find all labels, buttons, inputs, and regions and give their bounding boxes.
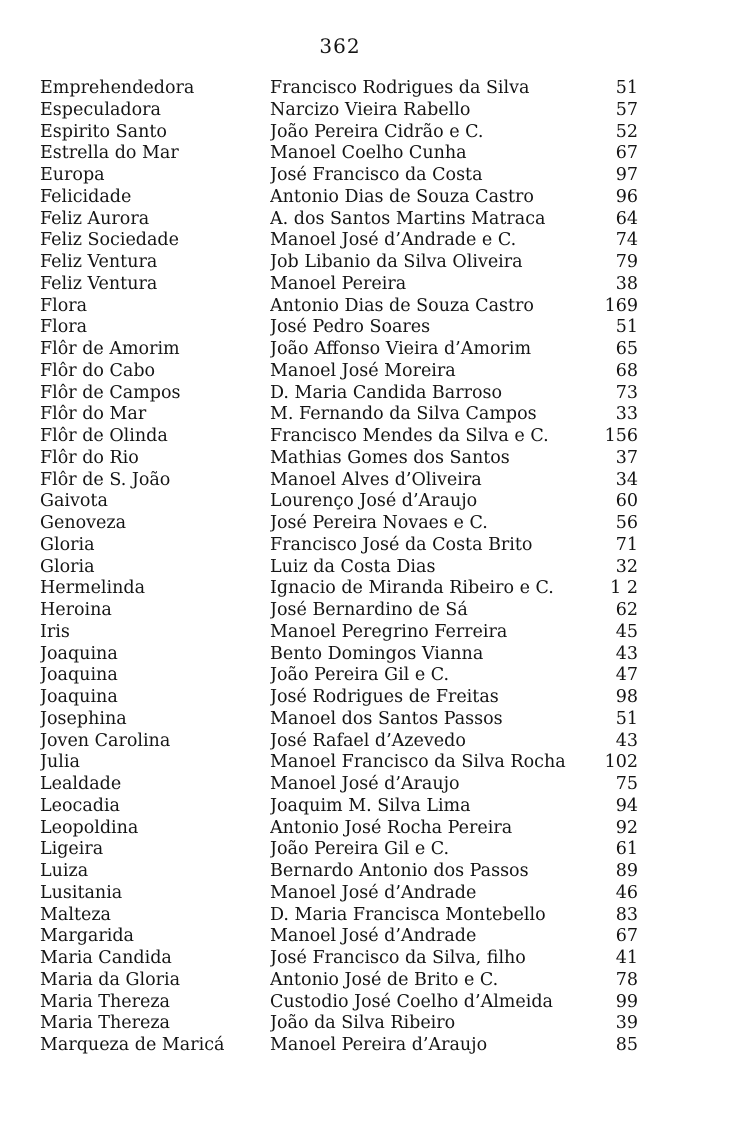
owner-name: Luiz da Costa Dias xyxy=(270,556,436,577)
table-row xyxy=(0,78,736,100)
table-row xyxy=(0,535,736,557)
table-row xyxy=(0,274,736,296)
ship-name: Maria da Gloria xyxy=(40,969,181,990)
owner-name: João Pereira Gil e C. xyxy=(270,839,450,860)
owner-name: João da Silva Ribeiro xyxy=(270,1013,456,1034)
table-row xyxy=(0,404,736,426)
table-row xyxy=(0,839,736,861)
owner-name: José Rodrigues de Freitas xyxy=(270,687,499,707)
table-row xyxy=(0,361,736,383)
ship-name: Maria Thereza xyxy=(40,1013,170,1034)
owner-name: João Affonso Vieira d’Amorim xyxy=(270,339,532,359)
table-row xyxy=(0,709,736,731)
tonnage: 65 xyxy=(615,339,638,359)
tonnage: 78 xyxy=(615,969,638,990)
tonnage: 37 xyxy=(615,447,638,468)
ship-name: Joaquina xyxy=(40,687,118,707)
owner-name: Custodio José Coelho d’Almeida xyxy=(270,991,553,1012)
table-row xyxy=(0,905,736,927)
ship-name: Flôr do Rio xyxy=(40,447,139,468)
ship-name: Luiza xyxy=(40,861,89,881)
owner-name: Lourenço José d’Araujo xyxy=(270,491,478,512)
owner-name: Narcizo Vieira Rabello xyxy=(270,99,471,120)
tonnage: 156 xyxy=(604,426,638,446)
table-row xyxy=(0,491,736,513)
tonnage: 51 xyxy=(615,317,638,338)
table-row xyxy=(0,230,736,252)
tonnage: 46 xyxy=(615,882,638,903)
table-row xyxy=(0,383,736,405)
table-row xyxy=(0,1013,736,1035)
ship-name: Flôr de S. João xyxy=(40,469,171,490)
ship-name: Julia xyxy=(40,752,80,773)
owner-name: M. Fernando da Silva Campos xyxy=(270,404,537,425)
tonnage: 45 xyxy=(615,621,638,642)
ship-name: Ligeira xyxy=(40,839,104,860)
tonnage: 51 xyxy=(615,78,638,98)
ship-name: Leopoldina xyxy=(40,817,139,838)
tonnage: 51 xyxy=(615,708,638,729)
table-row xyxy=(0,448,736,470)
table-row xyxy=(0,861,736,883)
tonnage: 33 xyxy=(615,404,638,425)
table-row xyxy=(0,100,736,122)
tonnage: 1 2 xyxy=(610,578,638,599)
tonnage: 34 xyxy=(615,469,638,490)
ship-name: Flôr do Cabo xyxy=(40,360,156,381)
ship-name: Lealdade xyxy=(40,774,122,794)
tonnage: 92 xyxy=(615,817,638,838)
tonnage: 38 xyxy=(615,273,638,294)
owner-name: Antonio José Rocha Pereira xyxy=(270,817,513,838)
table-row xyxy=(0,774,736,796)
ship-name: Joaquina xyxy=(40,665,118,686)
ship-name: Flora xyxy=(40,317,88,338)
ship-name: Gloria xyxy=(40,534,95,555)
ship-name: Flôr de Olinda xyxy=(40,426,168,446)
tonnage: 74 xyxy=(615,230,638,251)
tonnage: 57 xyxy=(615,99,638,120)
owner-name: José Rafael d’Azevedo xyxy=(270,730,466,751)
table-row xyxy=(0,122,736,144)
owner-name: Manoel José d’Andrade xyxy=(270,882,477,903)
tonnage: 32 xyxy=(615,556,638,577)
ship-name: Genoveza xyxy=(40,513,127,533)
owner-name: José Pedro Soares xyxy=(270,317,431,338)
owner-name: Bento Domingos Vianna xyxy=(270,643,484,664)
ship-name: Iris xyxy=(40,621,70,642)
owner-name: Manoel Alves d’Oliveira xyxy=(270,469,482,490)
tonnage: 102 xyxy=(604,752,638,773)
table-row xyxy=(0,687,736,709)
table-row xyxy=(0,165,736,187)
ship-name: Maria Thereza xyxy=(40,991,170,1012)
table-row xyxy=(0,513,736,535)
ship-name: Emprehendedora xyxy=(40,78,195,98)
ship-name: Hermelinda xyxy=(40,578,146,599)
table-row xyxy=(0,187,736,209)
table-row xyxy=(0,1035,736,1057)
register-table xyxy=(0,78,736,1057)
owner-name: Manoel José d’Andrade e C. xyxy=(270,230,517,251)
table-row xyxy=(0,970,736,992)
owner-name: Francisco Mendes da Silva e C. xyxy=(270,426,549,446)
owner-name: Antonio José de Brito e C. xyxy=(270,969,499,990)
ship-name: Estrella do Mar xyxy=(40,143,179,164)
ship-name: Joaquina xyxy=(40,643,118,664)
tonnage: 47 xyxy=(615,665,638,686)
ship-name: Especuladora xyxy=(40,99,161,120)
owner-name: Bernardo Antonio dos Passos xyxy=(270,861,529,881)
owner-name: Joaquim M. Silva Lima xyxy=(270,795,471,816)
tonnage: 68 xyxy=(615,360,638,381)
page-number: 362 xyxy=(319,34,361,58)
owner-name: Manoel dos Santos Passos xyxy=(270,708,503,729)
tonnage: 60 xyxy=(615,491,638,512)
owner-name: José Francisco da Costa xyxy=(270,165,483,185)
owner-name: Francisco Rodrigues da Silva xyxy=(270,78,530,98)
owner-name: Manoel José d’Andrade xyxy=(270,926,477,947)
owner-name: José Francisco da Silva, filho xyxy=(270,948,526,968)
owner-name: João Pereira Gil e C. xyxy=(270,665,450,686)
tonnage: 43 xyxy=(615,643,638,664)
table-row xyxy=(0,752,736,774)
tonnage: 61 xyxy=(615,839,638,860)
ship-name: Maria Candida xyxy=(40,948,172,968)
table-row xyxy=(0,883,736,905)
ship-name: Josephina xyxy=(40,708,127,729)
owner-name: José Pereira Novaes e C. xyxy=(270,513,488,533)
owner-name: Manoel Pereira xyxy=(270,273,407,294)
tonnage: 169 xyxy=(604,295,638,316)
owner-name: Mathias Gomes dos Santos xyxy=(270,447,510,468)
owner-name: Manoel José d’Araujo xyxy=(270,774,460,794)
owner-name: João Pereira Cidrão e C. xyxy=(270,121,484,142)
table-row xyxy=(0,622,736,644)
table-row xyxy=(0,992,736,1014)
ship-name: Marqueza de Maricá xyxy=(40,1035,225,1055)
table-row xyxy=(0,339,736,361)
table-row xyxy=(0,731,736,753)
owner-name: Antonio Dias de Souza Castro xyxy=(270,295,534,316)
tonnage: 97 xyxy=(615,165,638,185)
table-row xyxy=(0,317,736,339)
table-row xyxy=(0,252,736,274)
ship-name: Felicidade xyxy=(40,186,132,207)
table-row xyxy=(0,426,736,448)
owner-name: A. dos Santos Martins Matraca xyxy=(270,208,546,229)
ship-name: Feliz Sociedade xyxy=(40,230,179,251)
tonnage: 43 xyxy=(615,730,638,751)
ship-name: Heroina xyxy=(40,600,112,620)
ship-name: Leocadia xyxy=(40,795,120,816)
tonnage: 39 xyxy=(615,1013,638,1034)
table-row xyxy=(0,470,736,492)
ship-name: Espirito Santo xyxy=(40,121,167,142)
owner-name: Francisco José da Costa Brito xyxy=(270,534,533,555)
tonnage: 67 xyxy=(615,143,638,164)
owner-name: Job Libanio da Silva Oliveira xyxy=(270,252,523,272)
tonnage: 75 xyxy=(615,774,638,794)
tonnage: 94 xyxy=(615,795,638,816)
ship-name: Malteza xyxy=(40,904,111,925)
owner-name: Manoel José Moreira xyxy=(270,360,456,381)
ship-name: Flôr de Campos xyxy=(40,382,181,403)
tonnage: 89 xyxy=(615,861,638,881)
table-row xyxy=(0,818,736,840)
owner-name: Manoel Pereira d’Araujo xyxy=(270,1035,488,1055)
table-row xyxy=(0,143,736,165)
owner-name: D. Maria Candida Barroso xyxy=(270,382,503,403)
table-row xyxy=(0,926,736,948)
tonnage: 96 xyxy=(615,186,638,207)
tonnage: 41 xyxy=(615,948,638,968)
table-row xyxy=(0,557,736,579)
ship-name: Feliz Aurora xyxy=(40,208,150,229)
table-row xyxy=(0,296,736,318)
ship-name: Flora xyxy=(40,295,88,316)
owner-name: D. Maria Francisca Montebello xyxy=(270,904,546,925)
ship-name: Lusitania xyxy=(40,882,123,903)
tonnage: 56 xyxy=(615,513,638,533)
owner-name: Manoel Francisco da Silva Rocha xyxy=(270,752,566,773)
tonnage: 52 xyxy=(615,121,638,142)
owner-name: Ignacio de Miranda Ribeiro e C. xyxy=(270,578,554,599)
tonnage: 67 xyxy=(615,926,638,947)
owner-name: Manoel Coelho Cunha xyxy=(270,143,467,164)
ship-name: Flôr do Mar xyxy=(40,404,147,425)
table-row xyxy=(0,209,736,231)
table-row xyxy=(0,644,736,666)
table-row xyxy=(0,578,736,600)
ship-name: Feliz Ventura xyxy=(40,252,158,272)
tonnage: 98 xyxy=(615,687,638,707)
tonnage: 64 xyxy=(615,208,638,229)
tonnage: 73 xyxy=(615,382,638,403)
tonnage: 85 xyxy=(615,1035,638,1055)
table-row xyxy=(0,796,736,818)
owner-name: Manoel Peregrino Ferreira xyxy=(270,621,508,642)
tonnage: 83 xyxy=(615,904,638,925)
table-row xyxy=(0,600,736,622)
ship-name: Feliz Ventura xyxy=(40,273,158,294)
tonnage: 71 xyxy=(615,534,638,555)
owner-name: Antonio Dias de Souza Castro xyxy=(270,186,534,207)
tonnage: 62 xyxy=(615,600,638,620)
tonnage: 79 xyxy=(615,252,638,272)
ship-name: Flôr de Amorim xyxy=(40,339,180,359)
table-row xyxy=(0,665,736,687)
ship-name: Gloria xyxy=(40,556,95,577)
ship-name: Europa xyxy=(40,165,105,185)
ship-name: Gaivota xyxy=(40,491,108,512)
tonnage: 99 xyxy=(615,991,638,1012)
ship-name: Joven Carolina xyxy=(40,730,171,751)
ship-name: Margarida xyxy=(40,926,134,947)
owner-name: José Bernardino de Sá xyxy=(270,600,468,620)
table-row xyxy=(0,948,736,970)
